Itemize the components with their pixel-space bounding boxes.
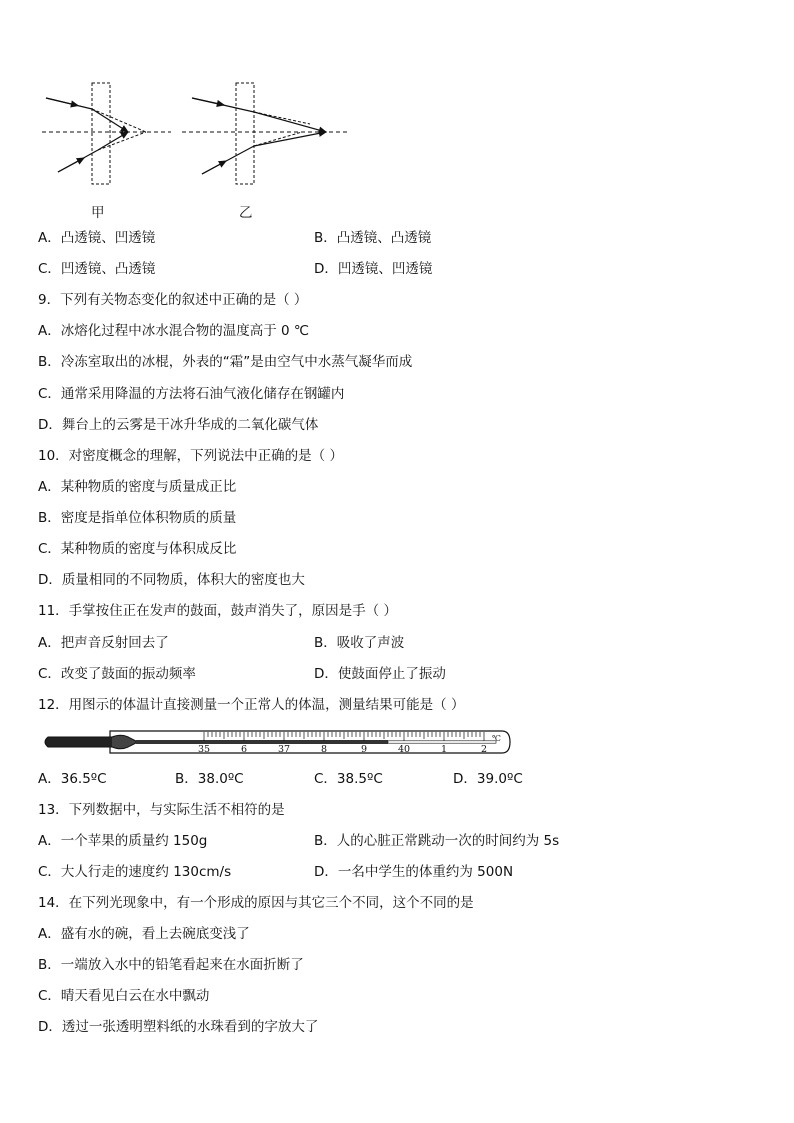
lens-diagram-a bbox=[36, 80, 176, 190]
thermometer-tick-label: 37 bbox=[277, 744, 291, 755]
q10-option-b: B．密度是指单位体积物质的质量 bbox=[38, 510, 237, 526]
q13-option-b: B．人的心脏正常跳动一次的时间约为 5s bbox=[314, 833, 560, 849]
q10-option-d: D．质量相同的不同物质，体积大的密度也大 bbox=[38, 572, 305, 588]
q13-option-a: A．一个苹果的质量约 150g bbox=[38, 833, 208, 849]
q11-option-c: C．改变了鼓面的振动频率 bbox=[38, 666, 196, 682]
thermometer-tick-label: 9 bbox=[360, 744, 368, 755]
q10-stem: 10．对密度概念的理解，下列说法中正确的是（ ） bbox=[38, 448, 343, 464]
q14-option-b: B．一端放入水中的铅笔看起来在水面折断了 bbox=[38, 957, 304, 973]
lens-diagram-b bbox=[180, 80, 355, 190]
q10-option-c: C．某种物质的密度与体积成反比 bbox=[38, 541, 237, 557]
thermometer-tick-label: 6 bbox=[240, 744, 248, 755]
q12-stem: 12．用图示的体温计直接测量一个正常人的体温，测量结果可能是（ ） bbox=[38, 697, 465, 713]
q12-option-a: A．36.5ºC bbox=[38, 771, 107, 787]
q10-option-a: A．某种物质的密度与质量成正比 bbox=[38, 479, 237, 495]
thermometer-image bbox=[40, 728, 512, 758]
q13-stem: 13．下列数据中，与实际生活不相符的是 bbox=[38, 802, 285, 818]
q8-option-b: B．凸透镜、凸透镜 bbox=[314, 230, 432, 246]
thermometer-tick-label: 2 bbox=[480, 744, 488, 755]
q11-option-b: B．吸收了声波 bbox=[314, 635, 405, 651]
thermometer-tick-label: 8 bbox=[320, 744, 328, 755]
thermometer-tick-label: 35 bbox=[197, 744, 211, 755]
q9-option-d: D．舞台上的云雾是干冰升华成的二氧化碳气体 bbox=[38, 417, 319, 433]
thermometer-unit-label: ℃ bbox=[492, 734, 501, 743]
q11-option-a: A．把声音反射回去了 bbox=[38, 635, 169, 651]
q14-option-c: C．晴天看见白云在水中飘动 bbox=[38, 988, 210, 1004]
figure-label-a: 甲 bbox=[91, 205, 105, 221]
q11-stem: 11．手掌按住正在发声的鼓面，鼓声消失了，原因是手（ ） bbox=[38, 603, 397, 619]
q8-option-a: A．凸透镜、凹透镜 bbox=[38, 230, 156, 246]
q14-option-a: A．盛有水的碗，看上去碗底变浅了 bbox=[38, 926, 250, 942]
q12-option-d: D．39.0ºC bbox=[453, 771, 523, 787]
q14-option-d: D．透过一张透明塑料纸的水珠看到的字放大了 bbox=[38, 1019, 319, 1035]
q8-option-d: D．凹透镜、凹透镜 bbox=[314, 261, 433, 277]
q13-option-d: D．一名中学生的体重约为 500N bbox=[314, 864, 514, 880]
figure-label-b: 乙 bbox=[239, 205, 253, 221]
q8-option-c: C．凹透镜、凸透镜 bbox=[38, 261, 156, 277]
q9-option-a: A．冰熔化过程中冰水混合物的温度高于 0 ℃ bbox=[38, 323, 310, 339]
q14-stem: 14．在下列光现象中，有一个形成的原因与其它三个不同，这个不同的是 bbox=[38, 895, 474, 911]
q9-option-b: B．冷冻室取出的冰棍，外表的“霜”是由空气中水蒸气凝华而成 bbox=[38, 354, 413, 370]
q9-option-c: C．通常采用降温的方法将石油气液化储存在钢罐内 bbox=[38, 386, 345, 402]
q9-stem: 9．下列有关物态变化的叙述中正确的是（ ） bbox=[38, 292, 308, 308]
thermometer-tick-label: 40 bbox=[397, 744, 411, 755]
q11-option-d: D．使鼓面停止了振动 bbox=[314, 666, 446, 682]
thermometer-tick-label: 1 bbox=[440, 744, 448, 755]
q12-option-c: C．38.5ºC bbox=[314, 771, 383, 787]
q12-option-b: B．38.0ºC bbox=[175, 771, 244, 787]
q13-option-c: C．大人行走的速度约 130cm/s bbox=[38, 864, 232, 880]
